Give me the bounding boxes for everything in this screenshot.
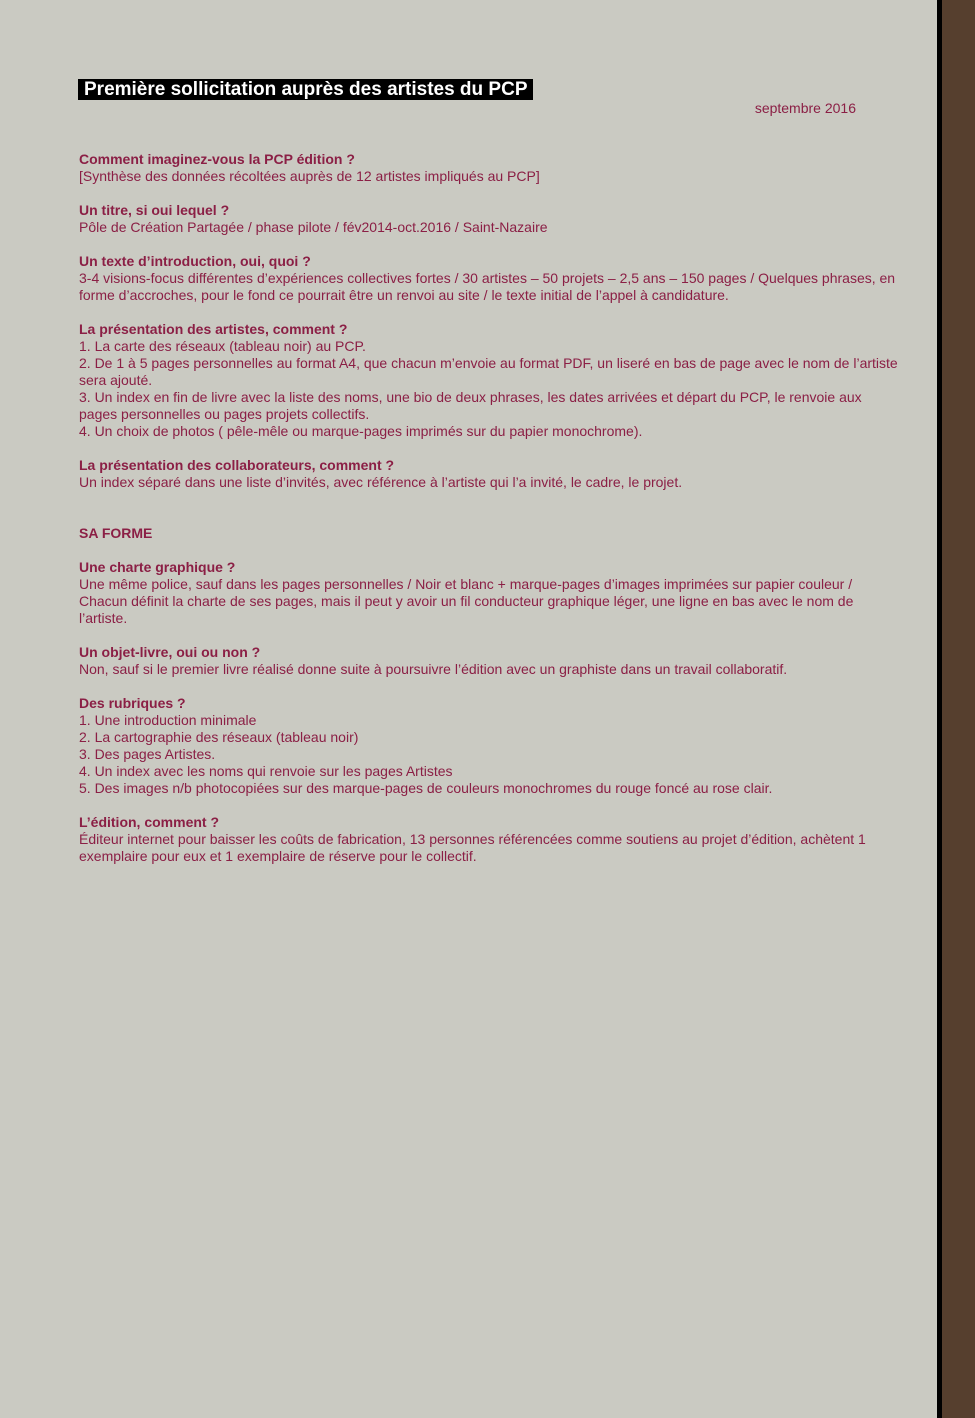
section-answer-line: Pôle de Création Partagée / phase pilote / fév2014-oct.2016 / Saint-Nazaire [79, 219, 548, 235]
section-answer-line: 2. La cartographie des réseaux (tableau noir) [79, 729, 359, 745]
section-answer-line: 1. Une introduction minimale [79, 712, 257, 728]
section-question: Une charte graphique ? [79, 559, 236, 575]
section-answer-line: Un index séparé dans une liste d’invités, avec référence à l’artiste qui l’a invité, le cadre, le projet. [79, 474, 683, 490]
document-body [79, 151, 899, 882]
section-answer-line: Une même police, sauf dans les pages personnelles / Noir et blanc + marque-pages d’images imprimées sur papier couleur / Chacun définit la charte de ses pages, mais il peut y avoir un fil conducteur graphique léger, une ligne en bas avec le nom de l’artiste. [79, 576, 854, 626]
section-introduction [79, 253, 899, 304]
section-answer-line: 2. De 1 à 5 pages personnelles au format A4, que chacun m’envoie au format PDF, un liseré en bas de page avec le nom de l’artiste sera ajouté. [79, 355, 898, 388]
section-question: Des rubriques ? [79, 695, 186, 711]
section-book-object [79, 644, 899, 678]
section-question: Un texte d’introduction, oui, quoi ? [79, 253, 311, 269]
section-answer-line: 3. Un index en fin de livre avec la liste des noms, une bio de deux phrases, les dates arrivées et départ du PCP, le renvoie aux pages personnelles ou pages projets collectifs. [79, 389, 862, 422]
section-collaborators [79, 457, 899, 491]
section-answer-line: Éditeur internet pour baisser les coûts de fabrication, 13 personnes référencées comme soutiens au projet d’édition, achètent 1 exemplaire pour eux et 1 exemplaire de réserve pour le collectif. [79, 831, 866, 864]
section-question: La présentation des collaborateurs, comment ? [79, 457, 395, 473]
right-edge-bar [937, 0, 975, 1418]
right-edge-bar-fill [942, 0, 975, 1418]
section-answer-line: [Synthèse des données récoltées auprès de 12 artistes impliqués au PCP] [79, 168, 540, 184]
section-pcp-edition [79, 151, 899, 185]
section-artists [79, 321, 899, 440]
section-question: Un objet-livre, oui ou non ? [79, 644, 261, 660]
document-date: septembre 2016 [754, 100, 856, 116]
section-edition [79, 814, 899, 865]
section-answer-line: 3-4 visions-focus différentes d’expériences collectives fortes / 30 artistes – 50 projets – 2,5 ans – 150 pages / Quelques phrases, en forme d’accroches, pour le fond ce pourrait être un renvoi au site / le texte initial de l’appel à candidature. [79, 270, 896, 303]
section-graphic-charter [79, 559, 899, 627]
section-answer-line: 4. Un choix de photos ( pêle-mêle ou marque-pages imprimés sur du papier monochrome). [79, 423, 643, 439]
section-answer-line: Non, sauf si le premier livre réalisé donne suite à poursuivre l’édition avec un graphiste dans un travail collaboratif. [79, 661, 788, 677]
section-answer-line: 4. Un index avec les noms qui renvoie sur les pages Artistes [79, 763, 453, 779]
section-answer-line: 5. Des images n/b photocopiées sur des marque-pages de couleurs monochromes du rouge foncé au rose clair. [79, 780, 773, 796]
section-answer-line: 1. La carte des réseaux (tableau noir) au PCP. [79, 338, 366, 354]
section-question: Un titre, si oui lequel ? [79, 202, 230, 218]
page-title: Première sollicitation auprès des artistes du PCP [78, 79, 533, 100]
section-question: Comment imaginez-vous la PCP édition ? [79, 151, 355, 167]
section-title [79, 202, 899, 236]
section-question: La présentation des artistes, comment ? [79, 321, 348, 337]
section-answer-line: 3. Des pages Artistes. [79, 746, 216, 762]
section-rubrics [79, 695, 899, 797]
section-question: L’édition, comment ? [79, 814, 220, 830]
form-heading: SA FORME [79, 525, 153, 541]
